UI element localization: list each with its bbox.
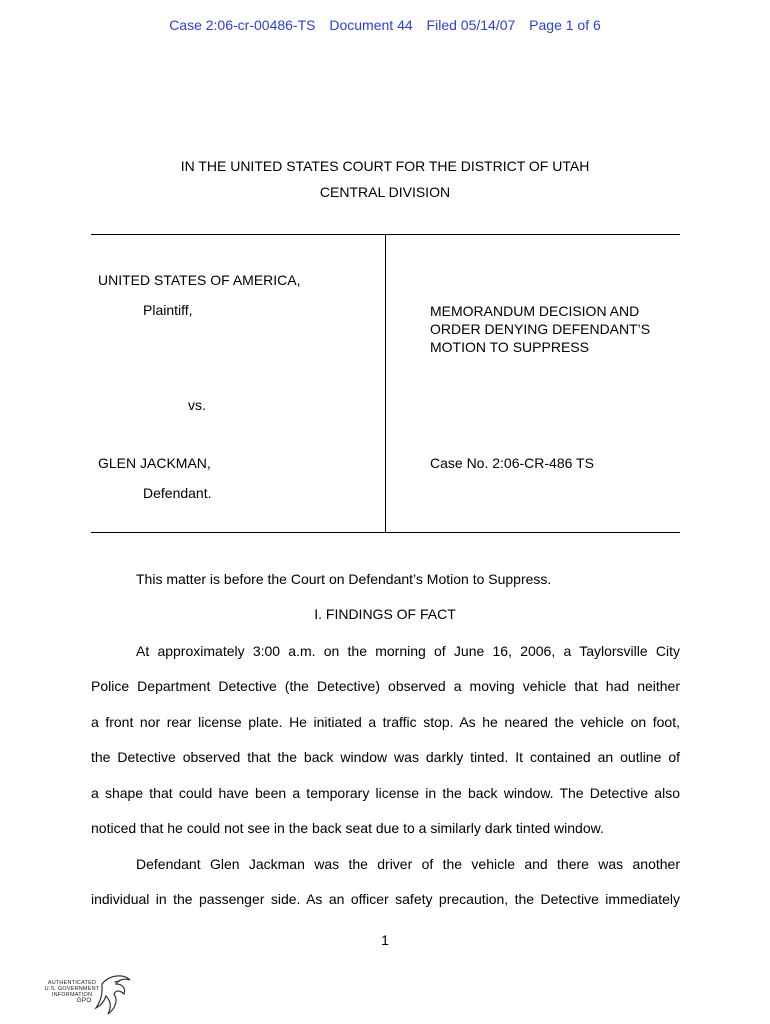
gpo-logo-line4: GPO [76, 997, 92, 1004]
defendant-name: GLEN JACKMAN, [98, 455, 211, 471]
plaintiff-name: UNITED STATES OF AMERICA, [98, 272, 301, 288]
caption-bottom-rule [91, 532, 680, 533]
para1-line: At approximately 3:00 a.m. on the morning of June 16, 2006, a Taylorsville City [136, 643, 680, 659]
versus-label: vs. [188, 397, 206, 413]
defendant-role: Defendant. [143, 485, 212, 501]
document-title-line2: ORDER DENYING DEFENDANT’S [430, 321, 651, 337]
gpo-logo-line1: AUTHENTICATED [47, 980, 97, 986]
para1-line: Police Department Detective (the Detective) observed a moving vehicle that had neither [91, 678, 680, 694]
court-division: CENTRAL DIVISION [319, 184, 451, 200]
intro-paragraph: This matter is before the Court on Defendant’s Motion to Suppress. [136, 571, 552, 587]
para1-line: a shape that could have been a temporary license in the back window. The Detective also [91, 785, 680, 801]
caption-divider [385, 235, 386, 532]
header-filed-date: Filed 05/14/07 [426, 17, 516, 33]
gpo-authentication-logo [40, 972, 135, 1018]
section-heading: I. FINDINGS OF FACT [314, 606, 456, 622]
document-title-line1: MEMORANDUM DECISION AND [430, 303, 640, 319]
header-page-count: Page 1 of 6 [529, 17, 601, 33]
para2-line: Defendant Glen Jackman was the driver of the vehicle and there was another [136, 856, 680, 872]
plaintiff-role: Plaintiff, [143, 302, 193, 318]
case-number: Case No. 2:06-CR-486 TS [430, 455, 594, 471]
eagle-icon [40, 972, 135, 1018]
document-title [430, 302, 680, 356]
document-title-line3: MOTION TO SUPPRESS [430, 339, 589, 355]
ecf-header-stamp [0, 17, 770, 33]
gpo-logo-line3: INFORMATION [51, 992, 93, 998]
header-document-number: Document 44 [329, 17, 413, 33]
para1-line: a front nor rear license plate. He initiated a traffic stop. As he neared the vehicle on foot, [91, 714, 680, 730]
page-number: 1 [381, 932, 389, 948]
court-name: IN THE UNITED STATES COURT FOR THE DISTRICT OF UTAH [180, 158, 590, 174]
para2-line: individual in the passenger side. As an officer safety precaution, the Detective immediately [91, 891, 680, 907]
header-case-number: Case 2:06-cr-00486-TS [169, 17, 316, 33]
para1-line: the Detective observed that the back window was darkly tinted. It contained an outline of [91, 749, 680, 765]
gpo-logo-line2: U.S. GOVERNMENT [44, 986, 100, 992]
para1-line: noticed that he could not see in the back seat due to a similarly dark tinted window. [91, 820, 604, 836]
